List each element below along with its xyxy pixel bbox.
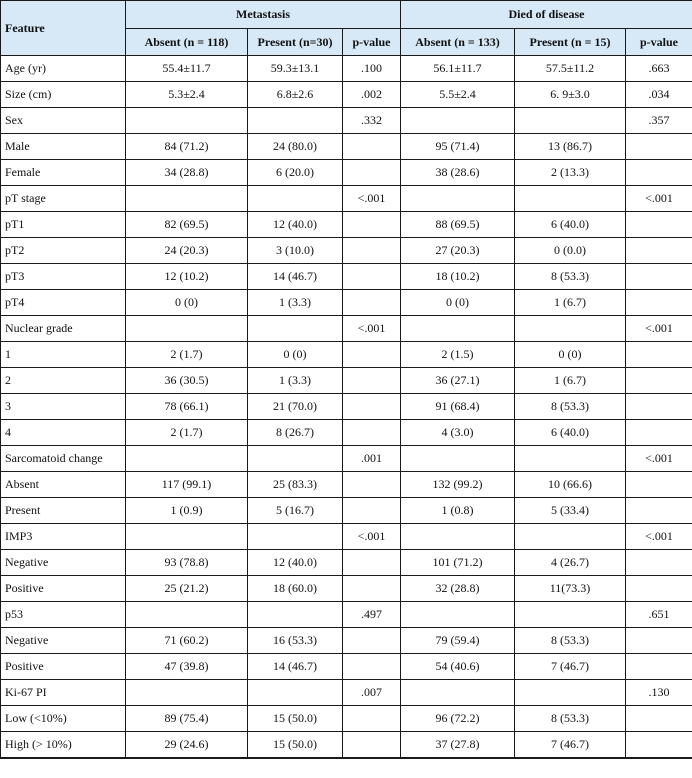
table-row xyxy=(1,576,692,602)
metastasis-pvalue-cell xyxy=(343,212,401,238)
died-pvalue-cell xyxy=(626,498,692,524)
metastasis-pvalue-cell xyxy=(343,654,401,680)
died-present-cell: 7 (46.7) xyxy=(515,654,626,680)
table-row xyxy=(1,446,692,472)
metastasis-present-cell: 14 (46.7) xyxy=(248,264,343,290)
feature-cell: Positive xyxy=(1,654,126,680)
metastasis-present-cell xyxy=(248,186,343,212)
metastasis-absent-cell: 84 (71.2) xyxy=(126,134,248,160)
table-row xyxy=(1,160,692,186)
died-absent-cell: 4 (3.0) xyxy=(401,420,515,446)
metastasis-absent-header: Absent (n = 118) xyxy=(126,29,248,56)
died-pvalue-cell xyxy=(626,706,692,732)
table-row xyxy=(1,212,692,238)
metastasis-present-cell: 14 (46.7) xyxy=(248,654,343,680)
metastasis-absent-cell: 1 (0.9) xyxy=(126,498,248,524)
feature-cell: 2 xyxy=(1,368,126,394)
died-present-cell xyxy=(515,602,626,628)
table-row xyxy=(1,680,692,706)
died-absent-cell: 79 (59.4) xyxy=(401,628,515,654)
died-present-cell xyxy=(515,186,626,212)
feature-cell: pT4 xyxy=(1,290,126,316)
metastasis-pvalue-cell: .007 xyxy=(343,680,401,706)
died-absent-cell: 5.5±2.4 xyxy=(401,82,515,108)
died-absent-cell: 18 (10.2) xyxy=(401,264,515,290)
table-row xyxy=(1,56,692,82)
table-row xyxy=(1,342,692,368)
metastasis-pvalue-cell: .497 xyxy=(343,602,401,628)
died-absent-cell: 1 (0.8) xyxy=(401,498,515,524)
died-absent-cell: 36 (27.1) xyxy=(401,368,515,394)
metastasis-pvalue-cell: <.001 xyxy=(343,186,401,212)
metastasis-pvalue-cell xyxy=(343,134,401,160)
died-pvalue-cell xyxy=(626,264,692,290)
feature-cell: 4 xyxy=(1,420,126,446)
metastasis-present-cell: 12 (40.0) xyxy=(248,212,343,238)
metastasis-pvalue-cell xyxy=(343,368,401,394)
table-row xyxy=(1,498,692,524)
metastasis-pvalue-cell xyxy=(343,160,401,186)
died-pvalue-cell: .130 xyxy=(626,680,692,706)
died-pvalue-cell: <.001 xyxy=(626,446,692,472)
feature-cell: Present xyxy=(1,498,126,524)
died-present-cell: 8 (53.3) xyxy=(515,706,626,732)
feature-cell: Ki-67 PI xyxy=(1,680,126,706)
metastasis-absent-cell: 82 (69.5) xyxy=(126,212,248,238)
metastasis-present-cell: 16 (53.3) xyxy=(248,628,343,654)
metastasis-pvalue-cell xyxy=(343,394,401,420)
died-absent-cell xyxy=(401,602,515,628)
metastasis-present-cell: 59.3±13.1 xyxy=(248,56,343,82)
metastasis-present-cell xyxy=(248,602,343,628)
metastasis-pvalue-cell xyxy=(343,706,401,732)
metastasis-present-cell: 5 (16.7) xyxy=(248,498,343,524)
table-row xyxy=(1,186,692,212)
metastasis-absent-cell: 12 (10.2) xyxy=(126,264,248,290)
died-pvalue-cell: <.001 xyxy=(626,316,692,342)
metastasis-pvalue-cell xyxy=(343,732,401,759)
metastasis-present-cell xyxy=(248,108,343,134)
metastasis-pvalue-cell: .332 xyxy=(343,108,401,134)
feature-cell: Negative xyxy=(1,628,126,654)
died-absent-cell xyxy=(401,108,515,134)
table-row xyxy=(1,134,692,160)
died-present-cell: 13 (86.7) xyxy=(515,134,626,160)
table-row xyxy=(1,394,692,420)
metastasis-present-cell: 8 (26.7) xyxy=(248,420,343,446)
table-row xyxy=(1,550,692,576)
feature-cell: Sarcomatoid change xyxy=(1,446,126,472)
feature-cell: p53 xyxy=(1,602,126,628)
metastasis-present-cell: 1 (3.3) xyxy=(248,290,343,316)
died-absent-cell xyxy=(401,316,515,342)
metastasis-pvalue-header: p-value xyxy=(343,29,401,56)
died-present-cell xyxy=(515,316,626,342)
metastasis-present-cell: 6 (20.0) xyxy=(248,160,343,186)
died-pvalue-cell xyxy=(626,732,692,759)
metastasis-absent-cell xyxy=(126,186,248,212)
metastasis-pvalue-cell xyxy=(343,576,401,602)
feature-header: Feature xyxy=(1,1,126,56)
died-present-cell: 10 (66.6) xyxy=(515,472,626,498)
table-row xyxy=(1,82,692,108)
died-present-cell: 6 (40.0) xyxy=(515,420,626,446)
metastasis-present-cell: 25 (83.3) xyxy=(248,472,343,498)
died-present-cell xyxy=(515,680,626,706)
metastasis-present-cell xyxy=(248,524,343,550)
died-present-cell: 0 (0.0) xyxy=(515,238,626,264)
died-absent-cell: 2 (1.5) xyxy=(401,342,515,368)
table-row xyxy=(1,602,692,628)
table-row xyxy=(1,368,692,394)
died-present-cell: 1 (6.7) xyxy=(515,290,626,316)
died-present-cell: 8 (53.3) xyxy=(515,628,626,654)
died-absent-header: Absent (n = 133) xyxy=(401,29,515,56)
metastasis-pvalue-cell: .001 xyxy=(343,446,401,472)
died-pvalue-cell xyxy=(626,238,692,264)
table-row xyxy=(1,316,692,342)
feature-cell: Nuclear grade xyxy=(1,316,126,342)
died-absent-cell: 37 (27.8) xyxy=(401,732,515,759)
metastasis-present-cell: 0 (0) xyxy=(248,342,343,368)
feature-cell: Negative xyxy=(1,550,126,576)
feature-cell: Absent xyxy=(1,472,126,498)
metastasis-pvalue-cell: .100 xyxy=(343,56,401,82)
feature-cell: Size (cm) xyxy=(1,82,126,108)
metastasis-absent-cell: 78 (66.1) xyxy=(126,394,248,420)
died-absent-cell xyxy=(401,680,515,706)
died-pvalue-cell xyxy=(626,420,692,446)
metastasis-absent-cell: 2 (1.7) xyxy=(126,420,248,446)
died-present-cell xyxy=(515,108,626,134)
feature-cell: pT1 xyxy=(1,212,126,238)
metastasis-group-header: Metastasis xyxy=(126,1,401,29)
died-pvalue-cell xyxy=(626,628,692,654)
died-absent-cell: 0 (0) xyxy=(401,290,515,316)
died-present-cell: 1 (6.7) xyxy=(515,368,626,394)
table-row xyxy=(1,108,692,134)
died-pvalue-cell: .357 xyxy=(626,108,692,134)
died-present-cell: 11(73.3) xyxy=(515,576,626,602)
died-pvalue-cell xyxy=(626,160,692,186)
table-row xyxy=(1,238,692,264)
metastasis-absent-cell xyxy=(126,108,248,134)
feature-cell: 3 xyxy=(1,394,126,420)
feature-cell: 1 xyxy=(1,342,126,368)
died-absent-cell xyxy=(401,186,515,212)
metastasis-absent-cell: 71 (60.2) xyxy=(126,628,248,654)
died-absent-cell: 32 (28.8) xyxy=(401,576,515,602)
metastasis-pvalue-cell: <.001 xyxy=(343,524,401,550)
died-pvalue-cell xyxy=(626,394,692,420)
died-present-cell: 8 (53.3) xyxy=(515,394,626,420)
metastasis-pvalue-cell: <.001 xyxy=(343,316,401,342)
table-body xyxy=(1,56,692,759)
died-present-cell: 6. 9±3.0 xyxy=(515,82,626,108)
table-header xyxy=(1,1,692,56)
died-present-cell: 0 (0) xyxy=(515,342,626,368)
metastasis-present-cell: 3 (10.0) xyxy=(248,238,343,264)
metastasis-absent-cell: 117 (99.1) xyxy=(126,472,248,498)
died-pvalue-cell: <.001 xyxy=(626,524,692,550)
metastasis-absent-cell xyxy=(126,602,248,628)
table-row xyxy=(1,264,692,290)
table-row xyxy=(1,524,692,550)
metastasis-present-cell: 15 (50.0) xyxy=(248,732,343,759)
metastasis-present-cell: 24 (80.0) xyxy=(248,134,343,160)
metastasis-absent-cell: 34 (28.8) xyxy=(126,160,248,186)
died-absent-cell: 101 (71.2) xyxy=(401,550,515,576)
metastasis-absent-cell xyxy=(126,524,248,550)
died-pvalue-cell xyxy=(626,290,692,316)
died-present-cell: 5 (33.4) xyxy=(515,498,626,524)
metastasis-pvalue-cell xyxy=(343,628,401,654)
metastasis-absent-cell xyxy=(126,446,248,472)
metastasis-absent-cell: 89 (75.4) xyxy=(126,706,248,732)
table-row xyxy=(1,706,692,732)
died-pvalue-cell: .651 xyxy=(626,602,692,628)
metastasis-present-cell xyxy=(248,446,343,472)
died-absent-cell: 96 (72.2) xyxy=(401,706,515,732)
died-present-cell xyxy=(515,524,626,550)
died-present-cell: 8 (53.3) xyxy=(515,264,626,290)
died-absent-cell: 27 (20.3) xyxy=(401,238,515,264)
died-of-disease-group-header: Died of disease xyxy=(401,1,692,29)
metastasis-absent-cell: 93 (78.8) xyxy=(126,550,248,576)
metastasis-absent-cell xyxy=(126,680,248,706)
died-present-cell: 7 (46.7) xyxy=(515,732,626,759)
metastasis-pvalue-cell xyxy=(343,472,401,498)
died-present-header: Present (n = 15) xyxy=(515,29,626,56)
metastasis-pvalue-cell xyxy=(343,498,401,524)
feature-cell: pT3 xyxy=(1,264,126,290)
died-present-cell: 2 (13.3) xyxy=(515,160,626,186)
metastasis-pvalue-cell xyxy=(343,342,401,368)
metastasis-present-cell: 21 (70.0) xyxy=(248,394,343,420)
died-absent-cell: 88 (69.5) xyxy=(401,212,515,238)
metastasis-present-header: Present (n=30) xyxy=(248,29,343,56)
died-present-cell xyxy=(515,446,626,472)
metastasis-pvalue-cell xyxy=(343,550,401,576)
died-pvalue-cell xyxy=(626,212,692,238)
died-absent-cell: 54 (40.6) xyxy=(401,654,515,680)
died-absent-cell: 38 (28.6) xyxy=(401,160,515,186)
died-pvalue-cell xyxy=(626,472,692,498)
metastasis-absent-cell xyxy=(126,316,248,342)
table-row xyxy=(1,654,692,680)
metastasis-pvalue-cell xyxy=(343,420,401,446)
died-pvalue-cell xyxy=(626,368,692,394)
died-absent-cell: 95 (71.4) xyxy=(401,134,515,160)
metastasis-absent-cell: 47 (39.8) xyxy=(126,654,248,680)
metastasis-pvalue-cell xyxy=(343,238,401,264)
header-row-groups xyxy=(1,1,692,29)
died-pvalue-cell xyxy=(626,342,692,368)
feature-cell: Female xyxy=(1,160,126,186)
metastasis-present-cell: 1 (3.3) xyxy=(248,368,343,394)
died-absent-cell: 132 (99.2) xyxy=(401,472,515,498)
died-pvalue-cell xyxy=(626,550,692,576)
died-present-cell: 4 (26.7) xyxy=(515,550,626,576)
metastasis-present-cell: 12 (40.0) xyxy=(248,550,343,576)
feature-cell: Male xyxy=(1,134,126,160)
died-pvalue-cell: <.001 xyxy=(626,186,692,212)
table-row xyxy=(1,732,692,759)
metastasis-absent-cell: 25 (21.2) xyxy=(126,576,248,602)
died-absent-cell: 91 (68.4) xyxy=(401,394,515,420)
metastasis-absent-cell: 0 (0) xyxy=(126,290,248,316)
died-absent-cell xyxy=(401,524,515,550)
metastasis-pvalue-cell xyxy=(343,290,401,316)
metastasis-present-cell: 18 (60.0) xyxy=(248,576,343,602)
metastasis-absent-cell: 2 (1.7) xyxy=(126,342,248,368)
died-pvalue-header: p-value xyxy=(626,29,692,56)
died-pvalue-cell xyxy=(626,576,692,602)
table-row xyxy=(1,628,692,654)
table-row xyxy=(1,420,692,446)
table-row xyxy=(1,472,692,498)
table-row xyxy=(1,290,692,316)
died-pvalue-cell: .034 xyxy=(626,82,692,108)
metastasis-absent-cell: 29 (24.6) xyxy=(126,732,248,759)
metastasis-absent-cell: 24 (20.3) xyxy=(126,238,248,264)
died-absent-cell: 56.1±11.7 xyxy=(401,56,515,82)
metastasis-present-cell xyxy=(248,316,343,342)
metastasis-absent-cell: 55.4±11.7 xyxy=(126,56,248,82)
feature-cell: Positive xyxy=(1,576,126,602)
died-pvalue-cell xyxy=(626,654,692,680)
metastasis-pvalue-cell: .002 xyxy=(343,82,401,108)
feature-cell: Low (<10%) xyxy=(1,706,126,732)
feature-cell: pT2 xyxy=(1,238,126,264)
feature-cell: High (> 10%) xyxy=(1,732,126,759)
feature-cell: Sex xyxy=(1,108,126,134)
died-present-cell: 57.5±11.2 xyxy=(515,56,626,82)
feature-cell: Age (yr) xyxy=(1,56,126,82)
died-pvalue-cell: .663 xyxy=(626,56,692,82)
metastasis-present-cell: 6.8±2.6 xyxy=(248,82,343,108)
metastasis-absent-cell: 5.3±2.4 xyxy=(126,82,248,108)
metastasis-absent-cell: 36 (30.5) xyxy=(126,368,248,394)
metastasis-present-cell: 15 (50.0) xyxy=(248,706,343,732)
died-present-cell: 6 (40.0) xyxy=(515,212,626,238)
feature-cell: pT stage xyxy=(1,186,126,212)
died-absent-cell xyxy=(401,446,515,472)
feature-cell: IMP3 xyxy=(1,524,126,550)
metastasis-present-cell xyxy=(248,680,343,706)
died-pvalue-cell xyxy=(626,134,692,160)
metastasis-pvalue-cell xyxy=(343,264,401,290)
